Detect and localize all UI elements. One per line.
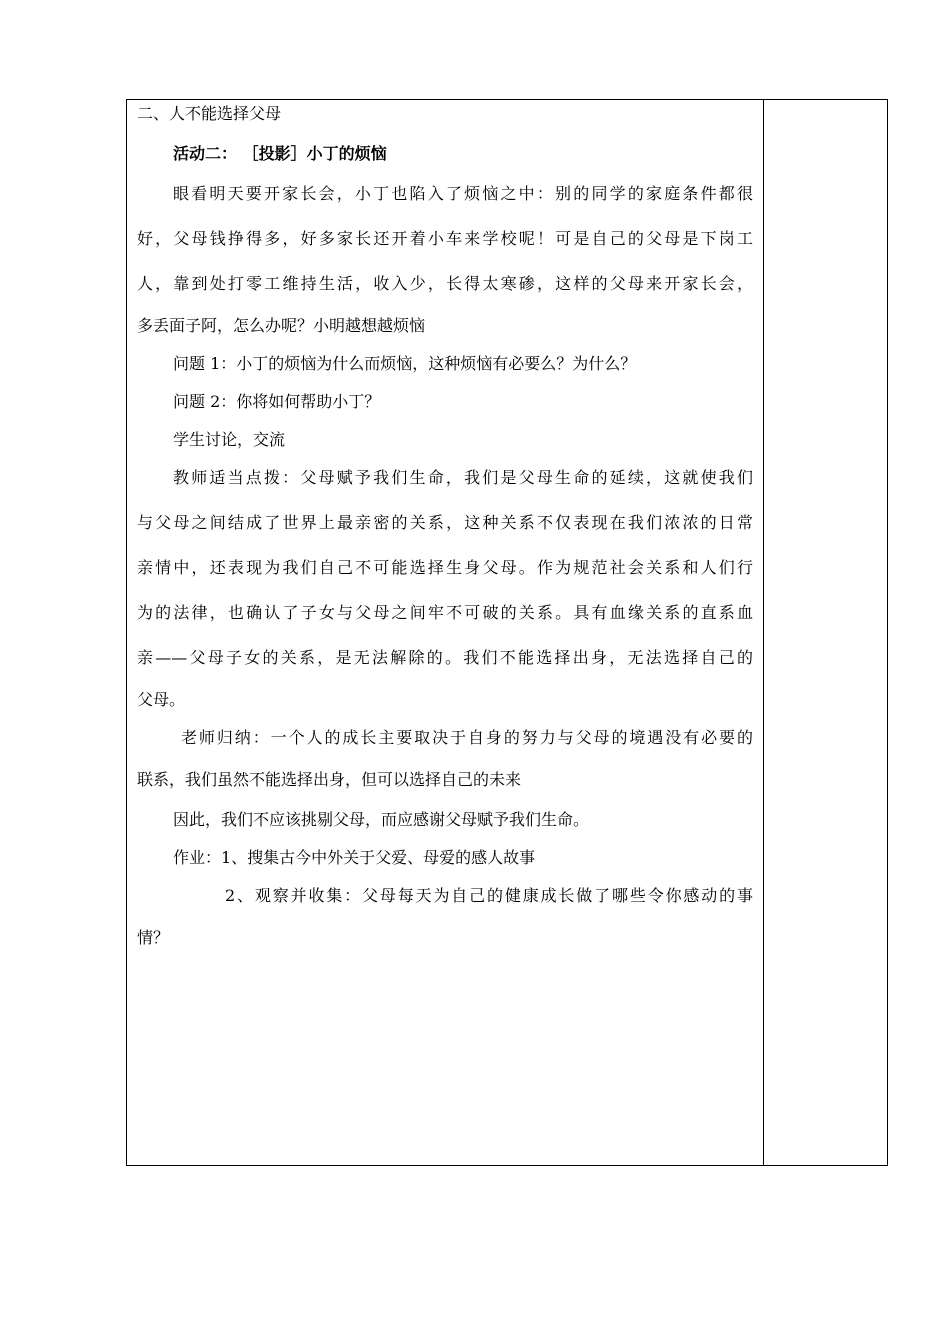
teacher-line: 亲——父母子女的关系，是无法解除的。我们不能选择出身，无法选择自己的 — [137, 648, 753, 667]
scenario-line: 多丢面子阿，怎么办呢？小明越想越烦恼 — [137, 316, 426, 335]
question-1: 问题 1：小丁的烦恼为什么而烦恼，这种烦恼有必要么？为什么？ — [173, 354, 637, 373]
teacher-line: 与父母之间结成了世界上最亲密的关系，这种关系不仅表现在我们浓浓的日常 — [137, 513, 753, 532]
teacher-line: 为的法律，也确认了子女与父母之间牢不可破的关系。具有血缘关系的直系血 — [137, 603, 753, 622]
summary-line: 老师归纳：一个人的成长主要取决于自身的努力与父母的境遇没有必要的 — [181, 728, 753, 747]
scenario-line: 眼看明天要开家长会，小丁也陷入了烦恼之中：别的同学的家庭条件都很 — [173, 184, 753, 203]
discussion-note: 学生讨论，交流 — [173, 430, 286, 449]
teacher-line: 亲情中，还表现为我们自己不可能选择生身父母。作为规范社会关系和人们行 — [137, 558, 753, 577]
summary-line: 联系，我们虽然不能选择出身，但可以选择自己的未来 — [137, 770, 522, 789]
homework-2-line: 2、观察并收集：父母每天为自己的健康成长做了哪些令你感动的事 — [225, 886, 753, 905]
homework-2-line: 情？ — [137, 928, 170, 947]
scenario-line: 人，靠到处打零工维持生活，收入少，长得太寒碜，这样的父母来开家长会， — [137, 274, 753, 293]
lesson-table — [126, 99, 888, 1166]
homework-1: 作业：1、搜集古今中外关于父爱、母爱的感人故事 — [173, 848, 536, 867]
scenario-line: 好，父母钱挣得多，好多家长还开着小车来学校呢！可是自己的父母是下岗工 — [137, 229, 753, 248]
teacher-line: 父母。 — [137, 690, 186, 709]
conclusion: 因此，我们不应该挑剔父母，而应感谢父母赋予我们生命。 — [173, 810, 590, 829]
section-title: 二、人不能选择父母 — [137, 104, 282, 123]
column-divider — [763, 100, 764, 1165]
activity-heading: 活动二： ［投影］小丁的烦恼 — [173, 144, 387, 163]
question-2: 问题 2：你将如何帮助小丁？ — [173, 392, 381, 411]
teacher-line: 教师适当点拨：父母赋予我们生命，我们是父母生命的延续，这就使我们 — [173, 468, 753, 487]
content-cell — [127, 100, 763, 1165]
